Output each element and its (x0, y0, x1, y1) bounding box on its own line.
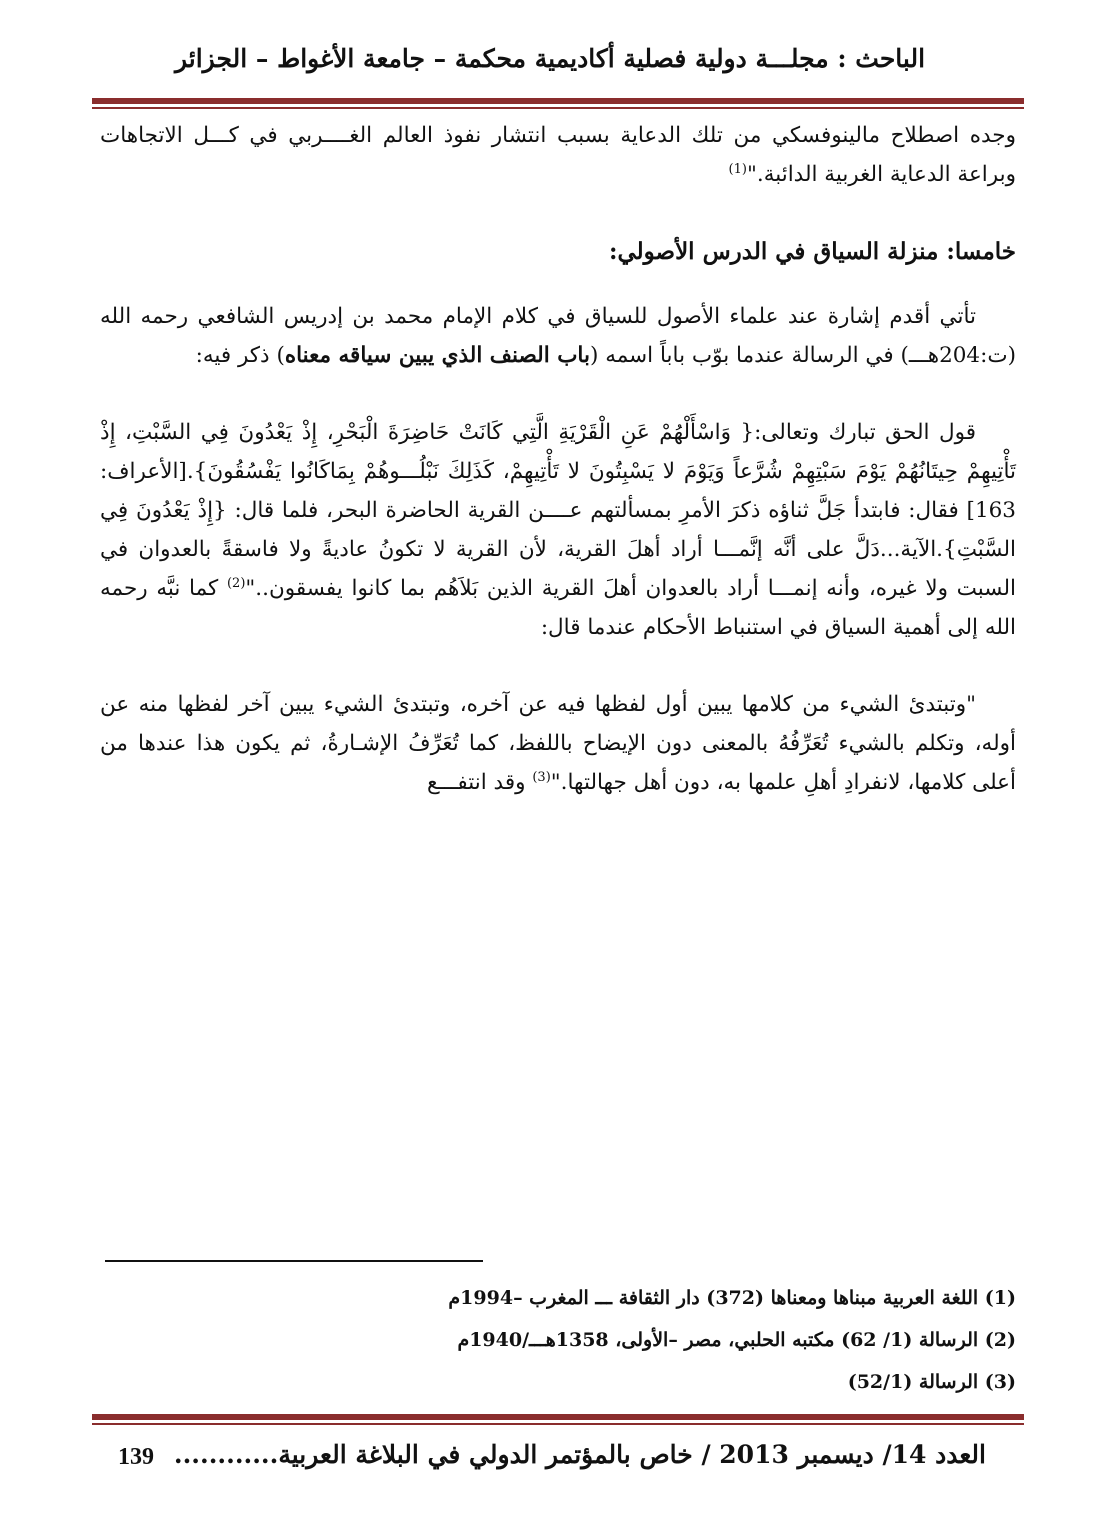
footnote-1: (1) اللغة العربية مبناها ومعناها (372) دار الثقافة ـــ المغرب –1994م (448, 1287, 1016, 1309)
footnotes (100, 1280, 1016, 1406)
section-heading: خامسا: منزلة السياق في الدرس الأصولي: (608, 238, 1016, 265)
footer-rule-thin (92, 1423, 1024, 1425)
chapter-title-bold: باب الصنف الذي يبين سياقه معناه (284, 343, 590, 368)
paragraph-text: تأتي أقدم إشارة عند علماء الأصول للسياق في كلام الإمام محمد بن إدريس الشافعي رحمه الله (ت:204هـــ) في الرسالة عندما بوّب باباً اسمه ( (100, 304, 1016, 368)
journal-header-title: الباحث : مجلـــة دولية فصلية أكاديمية محكمة – جامعة الأغواط – الجزائر (174, 44, 926, 73)
paragraph-text: كما نبَّه رحمه الله إلى أهمية السياق في استنباط الأحكام عندما قال: (100, 576, 1016, 640)
footnote-3: (3) الرسالة (52/1) (847, 1371, 1016, 1393)
header-rule (92, 98, 1024, 109)
footer-rule-thick (92, 1414, 1024, 1420)
footnote-ref-3: (3) (532, 769, 551, 785)
paragraph-quote (100, 685, 1016, 802)
paragraph-text: قول الحق تبارك وتعالى:{ وَاسْأَلْهُمْ عَنِ الْقَرْيَةِ الَّتِي كَانَتْ حَاضِرَةَ الْبَحْرِ، إِذْ يَعْدُونَ فِي السَّبْتِ، إِذْ تَأْتِيهِمْ حِيتَانُهُمْ يَوْمَ سَبْتِهِمْ شُرَّعاً وَيَوْمَ لا يَسْبِتُونَ لا تَأْتِيهِمْ، كَذَلِكَ نَبْلُـــوهُمْ بِمَاكَانُوا يَفْسُقُونَ}.[الأعراف: 163] فقال: فابتدأ جَلَّ ثناؤه ذكرَ الأمرِ بمسألتهم عــــن القرية الحاضرة البحر، فلما قال: {إِذْ يَعْدُونَ فِي السَّبْتِ}.الآية...دَلَّ على أنَّه إنَّمـــا أراد أهلَ القرية، لأن القرية لا تكونُ عاديةً ولا فاسقةً بالعدوان في السبت ولا غيره، وأنه إنمـــا أراد بالعدوان أهلَ القرية الذين بَلاَهُم بما كانوا يفسقون.." (100, 420, 1016, 601)
paragraph-text: وجده اصطلاح مالينوفسكي من تلك الدعاية بسبب انتشار نفوذ العالم الغــــربي في كـــل الاتجاهات وبراعة الدعاية الغربية الدائبة." (100, 123, 1016, 187)
header-rule-thick (92, 98, 1024, 104)
footnote-separator (105, 1260, 483, 1262)
paragraph-quran-quote (100, 413, 1016, 647)
footnote-2: (2) الرسالة (1/ 62) مكتبه الحلبي، مصر –الأولى، 1358هـــ/1940م (457, 1329, 1016, 1351)
header-rule-thin (92, 107, 1024, 109)
issue-info: العدد 14/ ديسمبر 2013 / خاص بالمؤتمر الدولي في البلاغة العربية............ (173, 1440, 986, 1469)
footer-rule (92, 1414, 1024, 1425)
article-body (100, 116, 1016, 802)
paragraph-shafii (100, 297, 1016, 375)
footnote-ref-2: (2) (226, 575, 246, 591)
page-number: 139 (118, 1444, 154, 1470)
paragraph-text: "وتبتدئ الشيء من كلامها يبين أول لفظها فيه عن آخره، وتبتدئ الشيء يبين آخر لفظها منه عن أوله، وتكلم بالشيء تُعَرِّفُهُ بالمعنى دون الإيضاح باللفظ، كما تُعَرِّفُ الإشـارةُ، ثم يكون هذا عندها من أعلى كلامها، لانفرادِ أهلِ علمها به، دون أهل جهالتها." (100, 692, 1016, 795)
paragraph-text: وقد انتفـــع (427, 770, 533, 795)
paragraph-continuation (100, 116, 1016, 194)
footnote-ref-1: (1) (728, 161, 747, 177)
page-footer (118, 1440, 986, 1486)
paragraph-text: ) ذكر فيه: (195, 343, 285, 368)
